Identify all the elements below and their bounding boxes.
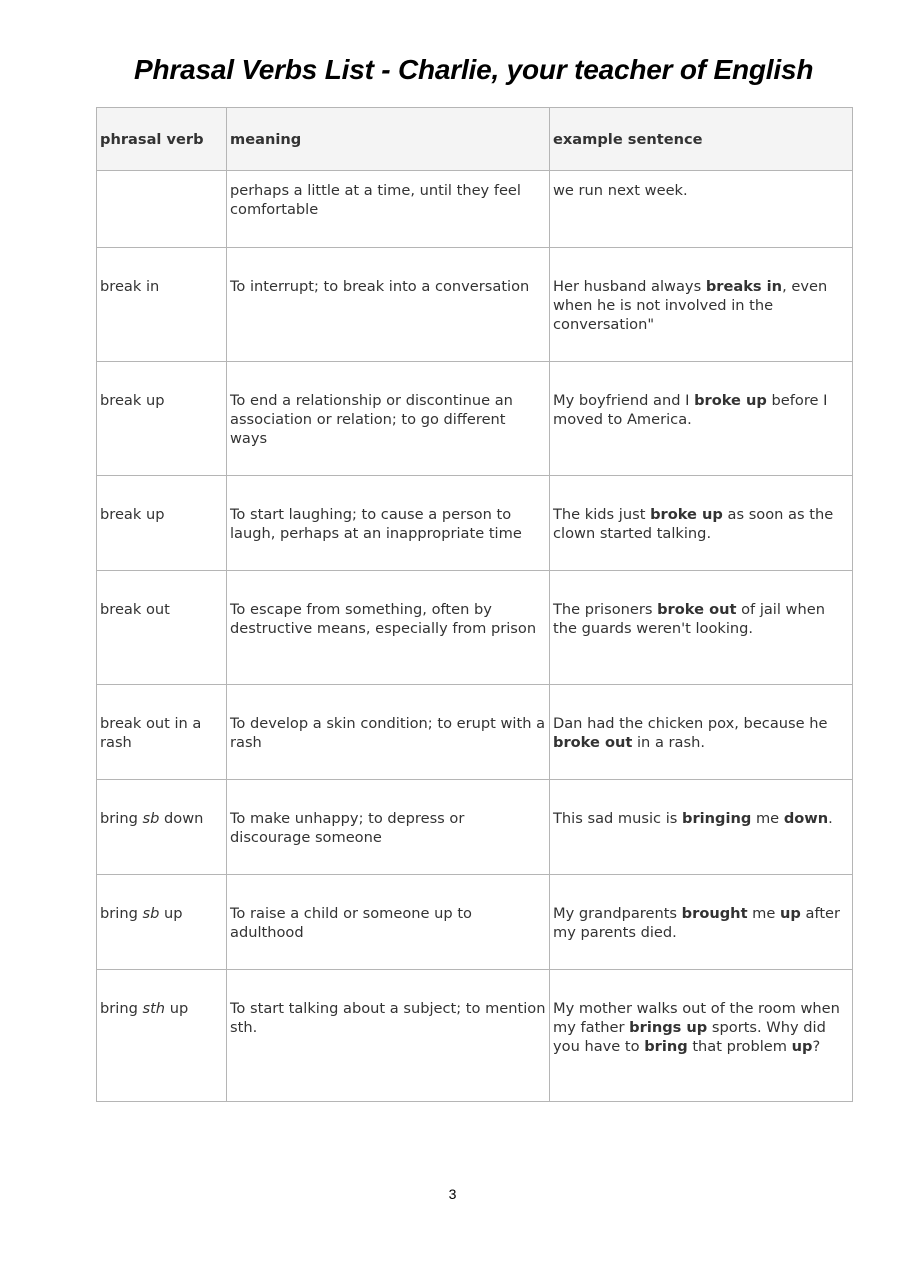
- table-row: [97, 685, 853, 780]
- text-run: break up: [100, 392, 165, 409]
- text-run: .: [828, 810, 833, 827]
- column-header-meaning: meaning: [227, 108, 550, 171]
- text-run: This sad music is: [553, 810, 682, 827]
- phrasal-verb-cell: [97, 970, 227, 1102]
- column-header-example-sentence: example sentence: [550, 108, 853, 171]
- example-cell: [550, 780, 853, 875]
- text-run: The kids just: [553, 506, 651, 523]
- text-run: after my parents died.: [553, 905, 841, 941]
- italic-placeholder: sb: [142, 905, 160, 922]
- bold-phrase: broke out: [553, 734, 633, 751]
- phrasal-verb-cell: [97, 685, 227, 780]
- example-cell: [550, 571, 853, 685]
- text-run: Dan had the chicken pox, because he: [553, 715, 828, 732]
- bold-phrase: up: [791, 1038, 813, 1055]
- bold-phrase: down: [783, 810, 829, 827]
- text-run: sports. Why did you have to: [553, 1019, 826, 1055]
- meaning-cell: To start laughing; to cause a person to laugh, perhaps at an inappropriate time: [227, 476, 550, 571]
- text-run: me: [747, 905, 781, 922]
- phrasal-verb-cell: [97, 780, 227, 875]
- phrasal-verbs-table: [96, 107, 853, 1102]
- text-run: up: [159, 905, 183, 922]
- table-row: [97, 875, 853, 970]
- text-run: bring: [100, 905, 143, 922]
- meaning-cell: To start talking about a subject; to mention sth.: [227, 970, 550, 1102]
- example-cell: [550, 171, 853, 248]
- column-header-phrasal-verb: phrasal verb: [97, 108, 227, 171]
- text-run: bring: [100, 810, 143, 827]
- text-run: ?: [812, 1038, 821, 1055]
- meaning-cell: To interrupt; to break into a conversation: [227, 248, 550, 362]
- meaning-cell: perhaps a little at a time, until they feel comfortable: [227, 171, 550, 248]
- table-row: [97, 476, 853, 571]
- meaning-cell: To end a relationship or discontinue an association or relation; to go different ways: [227, 362, 550, 476]
- phrasal-verb-cell: [97, 248, 227, 362]
- phrasal-verb-cell: [97, 571, 227, 685]
- page-number: 3: [448, 1186, 457, 1202]
- example-cell: [550, 476, 853, 571]
- table-row: [97, 571, 853, 685]
- meaning-cell: To raise a child or someone up to adulthood: [227, 875, 550, 970]
- bold-phrase: bring: [644, 1038, 688, 1055]
- example-cell: [550, 875, 853, 970]
- text-run: we run next week.: [553, 182, 688, 199]
- phrasal-verb-cell: [97, 476, 227, 571]
- bold-phrase: broke out: [657, 601, 737, 618]
- table-header-row: [97, 108, 853, 171]
- text-run: , even when he is not involved in the conversation": [553, 278, 828, 333]
- meaning-cell: To escape from something, often by destructive means, especially from prison: [227, 571, 550, 685]
- text-run: up: [165, 1000, 189, 1017]
- italic-placeholder: sth: [142, 1000, 166, 1017]
- bold-phrase: brought: [681, 905, 748, 922]
- example-cell: [550, 685, 853, 780]
- text-run: that problem: [687, 1038, 792, 1055]
- table-row: [97, 171, 853, 248]
- table-row: [97, 970, 853, 1102]
- table-row: [97, 248, 853, 362]
- meaning-cell: To make unhappy; to depress or discourage someone: [227, 780, 550, 875]
- phrasal-verb-cell: [97, 362, 227, 476]
- text-run: before I moved to America.: [553, 392, 828, 428]
- bold-phrase: broke up: [694, 392, 767, 409]
- bold-phrase: bringing: [682, 810, 752, 827]
- example-cell: [550, 362, 853, 476]
- text-run: bring: [100, 1000, 143, 1017]
- phrasal-verb-cell: [97, 171, 227, 248]
- bold-phrase: broke up: [650, 506, 723, 523]
- text-run: My grandparents: [553, 905, 682, 922]
- text-run: break in: [100, 278, 160, 295]
- table-row: [97, 780, 853, 875]
- text-run: break out: [100, 601, 170, 618]
- example-cell: [550, 970, 853, 1102]
- text-run: of jail when the guards weren't looking.: [553, 601, 825, 637]
- text-run: The prisoners: [553, 601, 658, 618]
- example-cell: [550, 248, 853, 362]
- text-run: My boyfriend and I: [553, 392, 695, 409]
- text-run: Her husband always: [553, 278, 706, 295]
- table-row: [97, 362, 853, 476]
- text-run: break up: [100, 506, 165, 523]
- text-run: me: [751, 810, 784, 827]
- bold-phrase: up: [780, 905, 801, 922]
- text-run: break out in a rash: [100, 715, 202, 751]
- italic-placeholder: sb: [142, 810, 160, 827]
- text-run: as soon as the clown started talking.: [553, 506, 834, 542]
- phrasal-verb-cell: [97, 875, 227, 970]
- text-run: down: [159, 810, 204, 827]
- meaning-cell: To develop a skin condition; to erupt with a rash: [227, 685, 550, 780]
- bold-phrase: breaks in: [705, 278, 783, 295]
- bold-phrase: brings up: [629, 1019, 708, 1036]
- page-title: Phrasal Verbs List - Charlie, your teacher of English: [134, 54, 814, 85]
- text-run: in a rash.: [632, 734, 705, 751]
- text-run: My mother walks out of the room when my father: [553, 1000, 840, 1036]
